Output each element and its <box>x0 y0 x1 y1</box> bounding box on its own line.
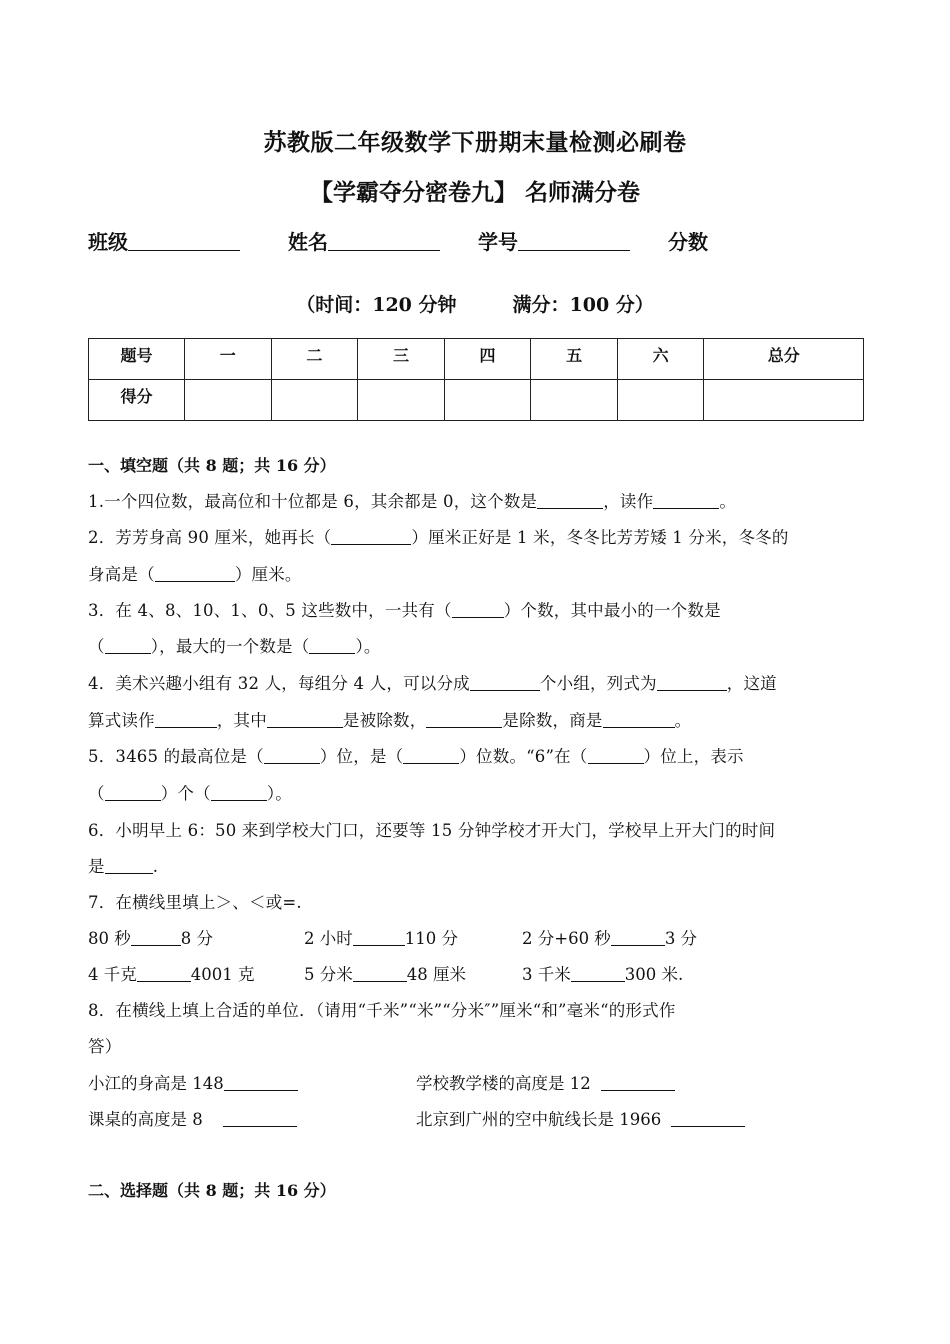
table-header-cell: 题号 <box>89 339 185 380</box>
unit-item: 北京到广州的空中航线长是 1966 <box>416 1106 745 1130</box>
question-2-cont: 身高是（ ）厘米。 <box>88 565 302 584</box>
score-cell[interactable] <box>444 380 531 421</box>
score-table-header-row <box>89 339 864 380</box>
question-4-cont: 算式读作 ，其中 是被除数， 是除数，商是 。 <box>88 711 692 730</box>
question-2: 2．芳芳身高 90 厘米，她再长（ ）厘米正好是 1 米，冬冬比芳芳矮 1 分米，冬冬的 <box>88 528 789 547</box>
question-8-cont: 答） <box>88 1037 122 1056</box>
score-cell[interactable] <box>704 380 864 421</box>
question-3-cont: （ ），最大的一个数是（ ）。 <box>88 637 381 656</box>
answer-blank[interactable] <box>403 747 459 764</box>
answer-blank[interactable] <box>211 784 267 801</box>
full-score: 满分：100 分） <box>512 294 654 316</box>
answer-blank[interactable] <box>309 637 355 654</box>
time-info <box>0 290 950 317</box>
answer-blank[interactable] <box>264 747 320 764</box>
question-5-cont: （ ）个（ ）。 <box>88 784 292 803</box>
unit-item: 小江的身高是 148 <box>88 1070 298 1094</box>
section-2-heading: 二、选择题（共 8 题；共 16 分） <box>88 1181 336 1200</box>
score-cell[interactable] <box>185 380 272 421</box>
answer-blank[interactable] <box>571 965 625 982</box>
answer-blank[interactable] <box>105 784 161 801</box>
answer-blank[interactable] <box>452 601 504 618</box>
question-3: 3．在 4、8、10、1、0、5 这些数中，一共有（ ）个数，其中最小的一个数是 <box>88 601 721 620</box>
answer-blank[interactable] <box>331 528 411 545</box>
table-header-cell: 六 <box>617 339 704 380</box>
answer-blank[interactable] <box>353 965 407 982</box>
compare-item: 2 分+60 秒 3 分 <box>522 929 698 948</box>
answer-blank[interactable] <box>601 1074 675 1091</box>
id-field <box>478 226 630 255</box>
answer-blank[interactable] <box>611 929 665 946</box>
score-cell[interactable] <box>358 380 445 421</box>
answer-blank[interactable] <box>223 1110 297 1127</box>
answer-blank[interactable] <box>155 565 235 582</box>
answer-blank[interactable] <box>353 929 405 946</box>
score-cell[interactable] <box>617 380 704 421</box>
compare-item: 2 小时 110 分 <box>304 929 458 948</box>
question-4: 4．美术兴趣小组有 32 人，每组分 4 人，可以分成 个小组，列式为 ，这道 <box>88 674 777 693</box>
compare-item: 4 千克 4001 克 <box>88 965 255 984</box>
class-field <box>88 226 240 255</box>
name-blank[interactable] <box>328 228 440 251</box>
score-row-label: 得分 <box>89 380 185 421</box>
question-5: 5．3465 的最高位是（ ）位，是（ ）位数。“6”在（ ）位上，表示 <box>88 747 744 766</box>
score-table-score-row <box>89 380 864 421</box>
score-cell[interactable] <box>271 380 358 421</box>
compare-item: 5 分米 48 厘米 <box>304 965 466 984</box>
table-header-cell: 四 <box>444 339 531 380</box>
compare-item: 80 秒 8 分 <box>88 929 213 948</box>
answer-blank[interactable] <box>671 1110 745 1127</box>
answer-blank[interactable] <box>105 637 151 654</box>
score-field <box>668 226 708 255</box>
score-label: 分数 <box>668 230 708 254</box>
question-6: 6．小明早上 6：50 来到学校大门口，还要等 15 分钟学校才开大门，学校早上开大门的时间 <box>88 821 776 840</box>
id-label: 学号 <box>478 230 518 254</box>
name-field <box>288 226 440 255</box>
answer-blank[interactable] <box>426 711 502 728</box>
unit-item: 课桌的高度是 8 <box>88 1106 297 1130</box>
class-label: 班级 <box>88 230 128 254</box>
answer-blank[interactable] <box>267 711 343 728</box>
answer-blank[interactable] <box>657 674 727 691</box>
exam-subtitle: 【学霸夺分密卷九】 名师满分卷 <box>309 179 640 206</box>
question-8: 8．在横线上填上合适的单位．（请用“千米”“米”“分米″”厘米“和”毫米“的形式作 <box>88 1001 676 1020</box>
answer-blank[interactable] <box>137 965 191 982</box>
table-header-cell: 一 <box>185 339 272 380</box>
answer-blank[interactable] <box>155 711 217 728</box>
answer-blank[interactable] <box>537 492 603 509</box>
answer-blank[interactable] <box>131 929 181 946</box>
answer-blank[interactable] <box>588 747 644 764</box>
compare-item: 3 千米 300 米. <box>522 965 684 984</box>
section-1-heading: 一、填空题（共 8 题；共 16 分） <box>88 456 336 475</box>
name-label: 姓名 <box>288 230 328 254</box>
score-table <box>88 338 864 421</box>
exam-title: 苏教版二年级数学下册期末量检测必刷卷 <box>263 129 687 156</box>
question-7: 7．在横线里填上＞、＜或=. <box>88 893 302 912</box>
answer-blank[interactable] <box>603 711 675 728</box>
table-header-cell: 五 <box>531 339 618 380</box>
time-limit: （时间：120 分钟 <box>296 294 457 316</box>
question-1: 1.一个四位数，最高位和十位都是 6，其余都是 0，这个数是 ，读作 。 <box>88 492 737 511</box>
table-header-cell: 总分 <box>704 339 864 380</box>
score-cell[interactable] <box>531 380 618 421</box>
answer-blank[interactable] <box>224 1074 298 1091</box>
id-blank[interactable] <box>518 228 630 251</box>
class-blank[interactable] <box>128 228 240 251</box>
table-header-cell: 三 <box>358 339 445 380</box>
answer-blank[interactable] <box>105 857 153 874</box>
question-6-cont: 是 . <box>88 857 159 876</box>
unit-item: 学校教学楼的高度是 12 <box>416 1070 675 1094</box>
answer-blank[interactable] <box>653 492 719 509</box>
answer-blank[interactable] <box>470 674 540 691</box>
table-header-cell: 二 <box>271 339 358 380</box>
